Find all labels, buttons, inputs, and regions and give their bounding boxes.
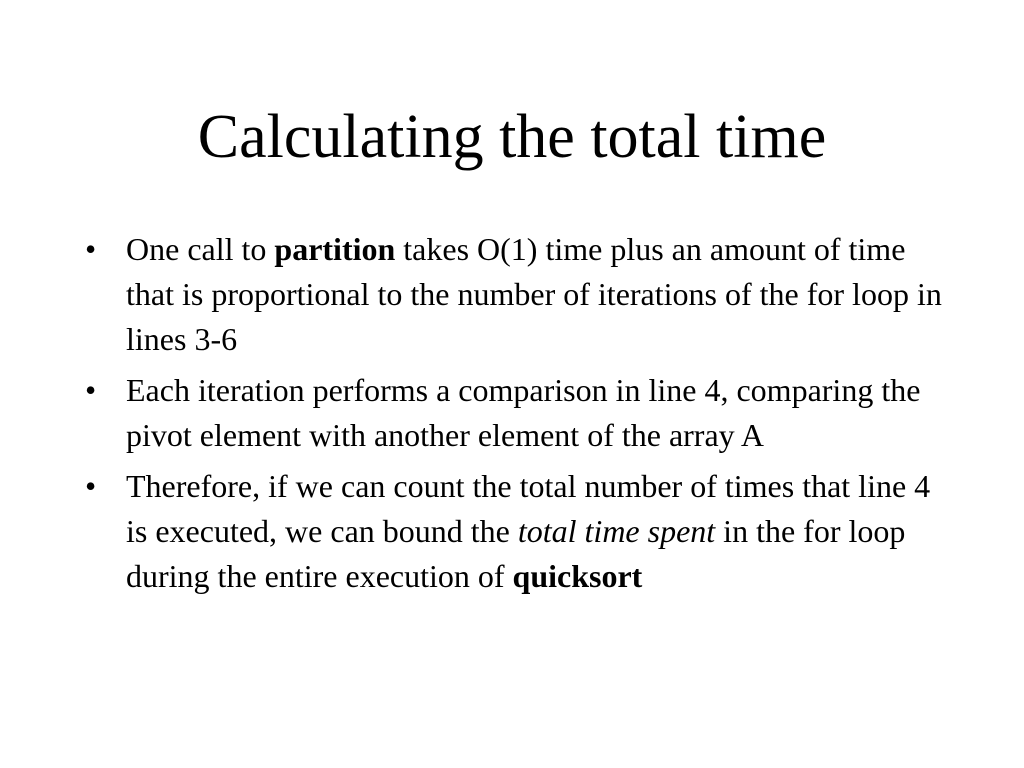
bullet-text-segment: in the for loop during the entire execution of [126,513,906,594]
bullet-text-segment: takes O(1) time plus an amount of time that is proportional to the number of iterations of the for loop in lines 3-6 [126,231,942,357]
bullet-text-segment: Each iteration performs a comparison in line 4, comparing the pivot element with another element of the array A [126,372,921,453]
bullet-text-segment: One call to [126,231,275,267]
bullet-list [83,227,945,605]
bullet-text-bold: quicksort [512,558,643,594]
bullet-marker: • [85,231,97,267]
slide-title: Calculating the total time [197,103,827,171]
bullet-text-italic: total time spent [517,513,716,549]
bullet-text-bold: partition [274,231,396,267]
bullet-marker: • [85,468,97,504]
bullet-marker: • [85,372,97,408]
bullet-item [83,227,945,362]
bullet-item [83,464,945,599]
bullet-text-segment: Therefore, if we can count the total number of times that line 4 is executed, we can bound the [126,468,931,549]
bullet-item [83,368,945,458]
